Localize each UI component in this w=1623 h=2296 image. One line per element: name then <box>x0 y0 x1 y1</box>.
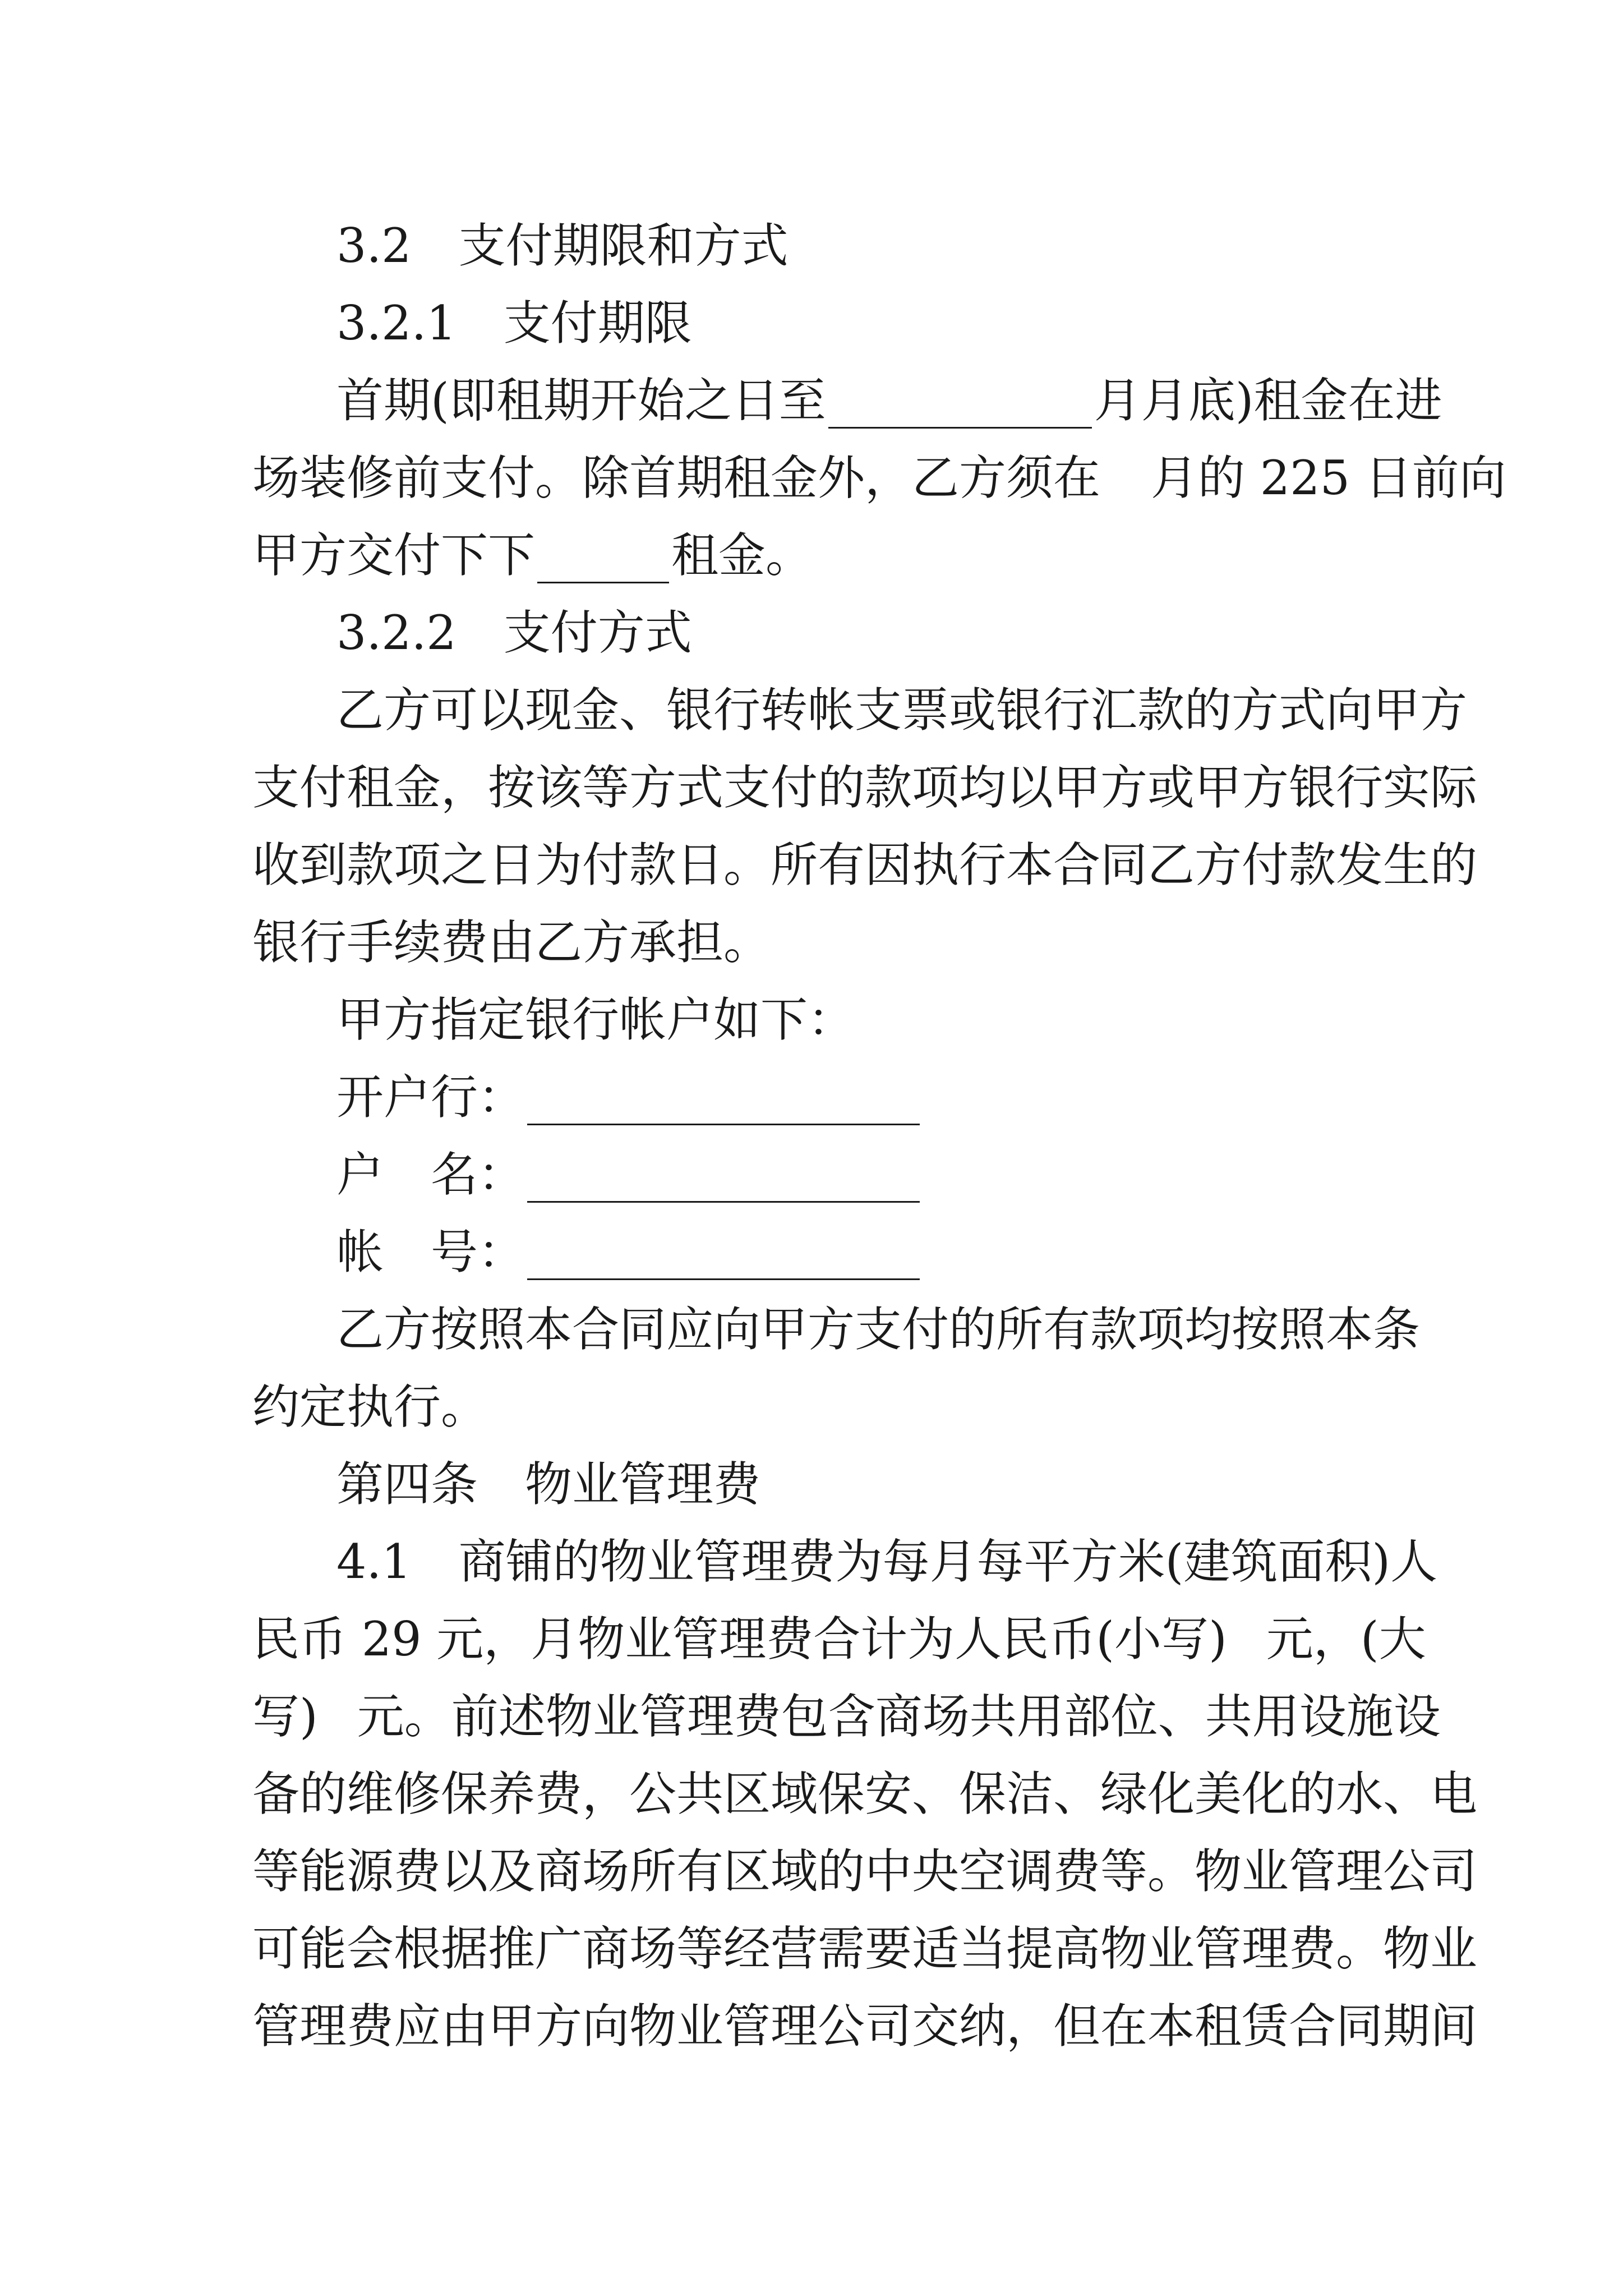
paragraph-line: 乙方按照本合同应向甲方支付的所有款项均按照本条 <box>336 1302 1421 1357</box>
fill-blank <box>828 382 1092 429</box>
paragraph-line: 备的维修保养费，公共区域保安、保洁、绿化美化的水、电 <box>252 1766 1478 1821</box>
fill-blank <box>527 1234 920 1280</box>
fill-blank <box>537 537 669 583</box>
paragraph-line: 场装修前支付。除首期租金外，乙方须在 月的 225 日前向 <box>252 450 1506 505</box>
bank-name-field: 开户行： <box>336 1069 922 1125</box>
subsection-heading-3-2-2: 3.2.2 支付方式 <box>336 605 692 660</box>
paragraph-line: 民币 29 元，月物业管理费合计为人民币(小写) 元，(大 <box>252 1612 1426 1667</box>
paragraph-line: 管理费应由甲方向物业管理公司交纳，但在本租赁合同期间 <box>252 1999 1478 2054</box>
paragraph-line: 收到款项之日为付款日。所有因执行本合同乙方付款发生的 <box>252 838 1478 892</box>
paragraph-line: 银行手续费由乙方承担。 <box>252 915 771 970</box>
article-heading-4: 第四条 物业管理费 <box>336 1457 761 1512</box>
paragraph-line: 支付租金，按该等方式支付的款项均以甲方或甲方银行实际 <box>252 760 1478 815</box>
section-heading-3-2: 3.2 支付期限和方式 <box>336 218 789 273</box>
paragraph-line: 约定执行。 <box>252 1379 488 1434</box>
paragraph-line: 乙方可以现金、银行转帐支票或银行汇款的方式向甲方 <box>336 683 1468 738</box>
paragraph-line: 写) 元。前述物业管理费包含商场共用部位、共用设施设 <box>252 1689 1441 1744</box>
paragraph-line: 可能会根据推广商场等经营需要适当提高物业管理费。物业 <box>252 1921 1478 1976</box>
bank-account-intro: 甲方指定银行帐户如下： <box>336 992 855 1047</box>
subsection-heading-3-2-1: 3.2.1 支付期限 <box>336 296 692 351</box>
account-name-field: 户 名： <box>336 1147 922 1203</box>
paragraph-line: 4.1 商铺的物业管理费为每月每平方米(建筑面积)人 <box>336 1534 1438 1589</box>
account-number-field: 帐 号： <box>336 1224 922 1280</box>
fill-blank <box>527 1156 920 1203</box>
fill-blank <box>527 1079 920 1125</box>
paragraph-line: 甲方交付下下 租金。 <box>252 528 813 583</box>
paragraph-line: 等能源费以及商场所有区域的中央空调费等。物业管理公司 <box>252 1844 1478 1899</box>
paragraph-line: 首期(即租期开始之日至 月月底)租金在进 <box>336 373 1442 428</box>
